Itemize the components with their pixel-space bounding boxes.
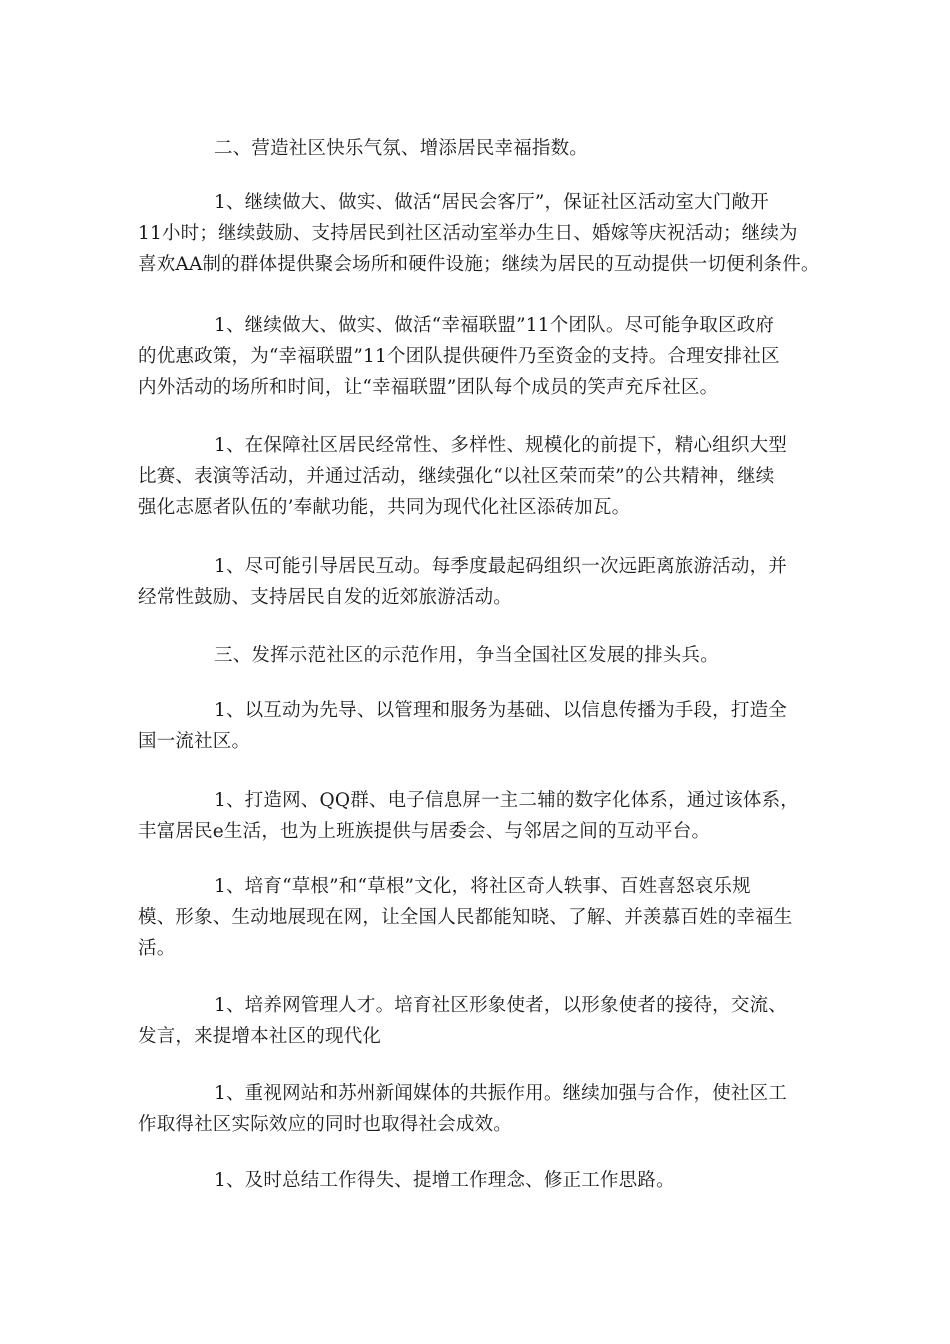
paragraph-line: 11小时；继续鼓励、支持居民到社区活动室举办生日、婚嫁等庆祝活动；继续为	[138, 223, 798, 244]
paragraph-large-events	[138, 430, 838, 523]
paragraph-line: 1、继续做大、做实、做活“居民会客厅”，保证社区活动室大门敞开	[214, 192, 769, 213]
paragraph-digital-system	[138, 785, 838, 847]
paragraph-line: 1、及时总结工作得失、提增工作理念、修正工作思路。	[214, 1170, 675, 1191]
paragraph-line: 1、培养网管理人才。培育社区形象使者，以形象使者的接待，交流、	[214, 995, 787, 1016]
paragraph-line: 1、重视网站和苏州新闻媒体的共振作用。继续加强与合作，使社区工	[214, 1083, 787, 1104]
section-heading-2	[138, 133, 838, 164]
paragraph-line: 三、发挥示范社区的示范作用，争当全国社区发展的排头兵。	[214, 645, 719, 666]
paragraph-line: 1、继续做大、做实、做活“幸福联盟”11个团队。尽可能争取区政府	[214, 315, 775, 336]
paragraph-line: 国一流社区。	[138, 731, 251, 752]
paragraph-line: 丰富居民e生活，也为上班族提供与居委会、与邻居之间的互动平台。	[138, 821, 711, 842]
paragraph-line: 喜欢AA制的群体提供聚会场所和硬件设施；继续为居民的互动提供一切便利条件。	[138, 254, 820, 275]
paragraph-tourism	[138, 551, 838, 613]
paragraph-line: 的优惠政策，为“幸福联盟”11个团队提供硬件乃至资金的支持。合理安排社区	[138, 346, 780, 367]
paragraph-living-room	[138, 187, 838, 280]
paragraph-line: 经常性鼓励、支持居民自发的近郊旅游活动。	[138, 587, 513, 608]
paragraph-line: 作取得社区实际效应的同时也取得社会成效。	[138, 1114, 513, 1135]
paragraph-first-class-community	[138, 695, 838, 757]
paragraph-network-talent	[138, 990, 838, 1052]
paragraph-summarize-work	[138, 1165, 838, 1196]
paragraph-line: 发言，来提增本社区的现代化	[138, 1026, 382, 1047]
paragraph-grassroots-culture	[138, 871, 838, 964]
section-heading-3	[138, 640, 838, 671]
paragraph-line: 活。	[138, 938, 176, 959]
paragraph-line: 比赛、表演等活动，并通过活动，继续强化“以社区荣而荣”的公共精神，继续	[138, 466, 775, 487]
paragraph-line: 1、尽可能引导居民互动。每季度最起码组织一次远距离旅游活动，并	[214, 556, 787, 577]
paragraph-line: 1、培育“草根”和“草根”文化，将社区奇人轶事、百姓喜怒哀乐规	[214, 876, 751, 897]
paragraph-line: 模、形象、生动地展现在网，让全国人民都能知晓、了解、并羡慕百姓的幸福生	[138, 907, 793, 928]
paragraph-line: 内外活动的场所和时间，让“幸福联盟”团队每个成员的笑声充斥社区。	[138, 377, 719, 398]
paragraph-line: 1、在保障社区居民经常性、多样性、规模化的前提下，精心组织大型	[214, 435, 787, 456]
paragraph-line: 二、营造社区快乐气氛、增添居民幸福指数。	[214, 138, 589, 159]
paragraph-happiness-alliance	[138, 310, 838, 403]
paragraph-line: 1、以互动为先导、以管理和服务为基础、以信息传播为手段，打造全	[214, 700, 787, 721]
paragraph-line: 1、打造网、QQ群、电子信息屏一主二辅的数字化体系，通过该体系，	[214, 790, 800, 811]
paragraph-media-resonance	[138, 1078, 838, 1140]
paragraph-line: 强化志愿者队伍的’奉献功能，共同为现代化社区添砖加瓦。	[138, 497, 631, 518]
